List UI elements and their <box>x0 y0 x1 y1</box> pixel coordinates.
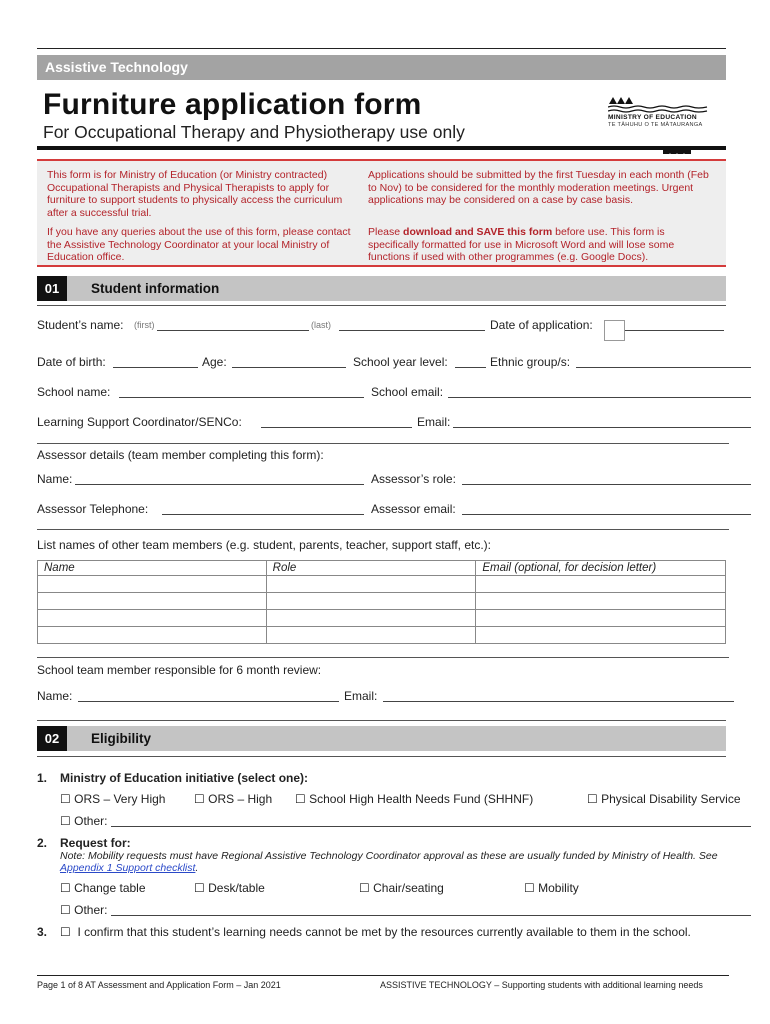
appendix-link[interactable]: Appendix 1 Support checklist <box>60 862 196 874</box>
page-title: Furniture application form <box>43 88 422 121</box>
checkbox-icon: ☐ <box>194 792 205 806</box>
section-number: 02 <box>37 726 67 751</box>
footer-right: ASSISTIVE TECHNOLOGY – Supporting students with additional learning needs <box>380 980 703 990</box>
email-cell[interactable] <box>476 576 726 593</box>
lsc-email-label: Email: <box>417 415 451 429</box>
header-separator-tab <box>663 146 691 154</box>
checkbox-ors-high[interactable]: ☐ ORS – High <box>194 792 273 806</box>
notice-box <box>37 159 726 267</box>
date-of-application-picker[interactable] <box>604 320 625 341</box>
notice-submission: Applications should be submitted by the first Tuesday in each month (Feb to Nov) to be considered for the monthly moderation meetings. Urgent applications may be considered on a case by case basis. <box>368 169 709 207</box>
checkbox-icon: ☐ <box>359 881 370 895</box>
assessor-role-field[interactable] <box>462 484 751 485</box>
checkbox-icon: ☐ <box>524 881 535 895</box>
email-cell[interactable] <box>476 593 726 610</box>
page-subtitle: For Occupational Therapy and Physiotherapy use only <box>43 122 465 142</box>
school-name-field[interactable] <box>119 397 364 398</box>
ministry-logo <box>608 96 710 136</box>
last-name-hint: (last) <box>311 320 331 330</box>
table-row <box>38 610 726 627</box>
team-members-table <box>37 560 726 644</box>
table-header-row <box>38 561 726 576</box>
date-of-application-label: Date of application: <box>490 318 593 332</box>
q1-label: Ministry of Education initiative (select one): <box>60 771 309 785</box>
section-header-student-information <box>37 276 726 301</box>
first-name-hint: (first) <box>134 320 155 330</box>
name-cell[interactable] <box>38 576 267 593</box>
email-cell[interactable] <box>476 610 726 627</box>
lsc-name-field[interactable] <box>261 427 412 428</box>
review-email-label: Email: <box>344 689 378 703</box>
checkbox-mobility[interactable]: ☐ Mobility <box>524 881 579 895</box>
age-label: Age: <box>202 355 227 369</box>
checkbox-desk-table[interactable]: ☐ Desk/table <box>194 881 265 895</box>
checkbox-icon: ☐ <box>60 814 71 828</box>
lsc-label: Learning Support Coordinator/SENCo: <box>37 415 242 429</box>
checkbox-icon: ☐ <box>60 903 71 917</box>
divider <box>37 657 729 658</box>
divider <box>37 443 729 444</box>
students-name-label: Student’s name: <box>37 318 124 332</box>
checkbox-q1-other[interactable]: ☐ Other: <box>60 814 108 828</box>
date-of-birth-label: Date of birth: <box>37 355 106 369</box>
section-title: Eligibility <box>91 731 152 746</box>
checkbox-icon: ☐ <box>194 881 205 895</box>
section-header-eligibility <box>37 726 726 751</box>
column-header-name: Name <box>38 561 267 576</box>
q2-other-field[interactable] <box>111 915 751 916</box>
age-field[interactable] <box>232 367 346 368</box>
column-header-email: Email (optional, for decision letter) <box>476 561 726 576</box>
assessor-telephone-label: Assessor Telephone: <box>37 502 149 516</box>
logo-mark-icon <box>608 96 710 114</box>
q1-other-field[interactable] <box>111 826 751 827</box>
top-rule <box>37 48 726 49</box>
lsc-email-field[interactable] <box>453 427 751 428</box>
checkbox-change-table[interactable]: ☐ Change table <box>60 881 146 895</box>
q2-number: 2. <box>37 836 48 850</box>
assessor-email-field[interactable] <box>462 514 751 515</box>
footer-rule <box>37 975 729 976</box>
table-row <box>38 593 726 610</box>
q2-note: Note: Mobility requests must have Regional Assistive Technology Coordinator approval as these are usually funded by Ministry of Health. See Appendix 1 Support checklist. <box>60 850 718 874</box>
date-of-birth-field[interactable] <box>113 367 198 368</box>
assessor-telephone-field[interactable] <box>162 514 364 515</box>
checkbox-icon: ☐ <box>295 792 306 806</box>
team-members-label: List names of other team members (e.g. student, parents, teacher, support staff, etc.): <box>37 538 492 552</box>
date-of-application-field[interactable] <box>625 330 724 331</box>
role-cell[interactable] <box>266 610 476 627</box>
first-name-field[interactable] <box>157 330 309 331</box>
school-name-label: School name: <box>37 385 111 399</box>
assessor-name-field[interactable] <box>75 484 364 485</box>
checkbox-physical-disability-service[interactable]: ☐ Physical Disability Service <box>587 792 741 806</box>
banner: Assistive Technology <box>37 55 726 80</box>
divider <box>37 720 726 721</box>
school-year-level-label: School year level: <box>353 355 448 369</box>
name-cell[interactable] <box>38 593 267 610</box>
logo-text: MINISTRY OF EDUCATION <box>608 114 697 121</box>
checkbox-ors-very-high[interactable]: ☐ ORS – Very High <box>60 792 166 806</box>
name-cell[interactable] <box>38 610 267 627</box>
ethnic-group-label: Ethnic group/s: <box>490 355 571 369</box>
review-name-field[interactable] <box>78 701 339 702</box>
email-cell[interactable] <box>476 627 726 644</box>
notice-queries: If you have any queries about the use of this form, please contact the Assistive Technology Coordinator at your local Ministry of Education office. <box>47 226 351 264</box>
checkbox-icon: ☐ <box>60 925 71 939</box>
checkbox-q2-other[interactable]: ☐ Other: <box>60 903 108 917</box>
divider <box>37 305 726 306</box>
assessor-email-label: Assessor email: <box>371 502 456 516</box>
checkbox-icon: ☐ <box>60 792 71 806</box>
review-name-label: Name: <box>37 689 73 703</box>
name-cell[interactable] <box>38 627 267 644</box>
review-label: School team member responsible for 6 month review: <box>37 663 322 677</box>
notice-download: Please download and SAVE this form before use. This form is specifically formatted for use in Microsoft Word and will lose some functions if used with other programmes (e.g. Google Docs). <box>368 226 675 264</box>
section-number: 01 <box>37 276 67 301</box>
role-cell[interactable] <box>266 593 476 610</box>
logo-text-maori: TE TĀHUHU O TE MĀTAURANGA <box>608 122 703 128</box>
small-logo-mark-icon <box>663 151 691 159</box>
checkbox-chair-seating[interactable]: ☐ Chair/seating <box>359 881 444 895</box>
assessor-details-label: Assessor details (team member completing this form): <box>37 448 324 462</box>
school-email-field[interactable] <box>448 397 751 398</box>
role-cell[interactable] <box>266 576 476 593</box>
q3-number: 3. <box>37 925 48 939</box>
last-name-field[interactable] <box>339 330 485 331</box>
school-year-level-field[interactable] <box>455 367 486 368</box>
assessor-role-label: Assessor’s role: <box>371 472 456 486</box>
q1-number: 1. <box>37 771 48 785</box>
review-email-field[interactable] <box>383 701 734 702</box>
role-cell[interactable] <box>266 627 476 644</box>
notice-purpose: This form is for Ministry of Education (or Ministry contracted) Occupational Therapists and Physical Therapists to apply for furniture to support students to physically access the curriculum after a successful trial. <box>47 169 343 219</box>
table-row <box>38 627 726 644</box>
q2-label: Request for: <box>60 836 131 850</box>
divider <box>37 529 729 530</box>
ethnic-group-field[interactable] <box>576 367 751 368</box>
footer-left: Page 1 of 8 AT Assessment and Application Form – Jan 2021 <box>37 980 281 990</box>
section-title: Student information <box>91 281 220 296</box>
checkbox-icon: ☐ <box>60 881 71 895</box>
q3-confirm[interactable]: ☐ I confirm that this student’s learning needs cannot be met by the resources currently available to them in the school. <box>60 925 691 939</box>
checkbox-icon: ☐ <box>587 792 598 806</box>
divider <box>37 756 726 757</box>
assessor-name-label: Name: <box>37 472 73 486</box>
column-header-role: Role <box>266 561 476 576</box>
header-separator <box>37 146 726 150</box>
table-row <box>38 576 726 593</box>
school-email-label: School email: <box>371 385 444 399</box>
checkbox-shhnf[interactable]: ☐ School High Health Needs Fund (SHHNF) <box>295 792 534 806</box>
